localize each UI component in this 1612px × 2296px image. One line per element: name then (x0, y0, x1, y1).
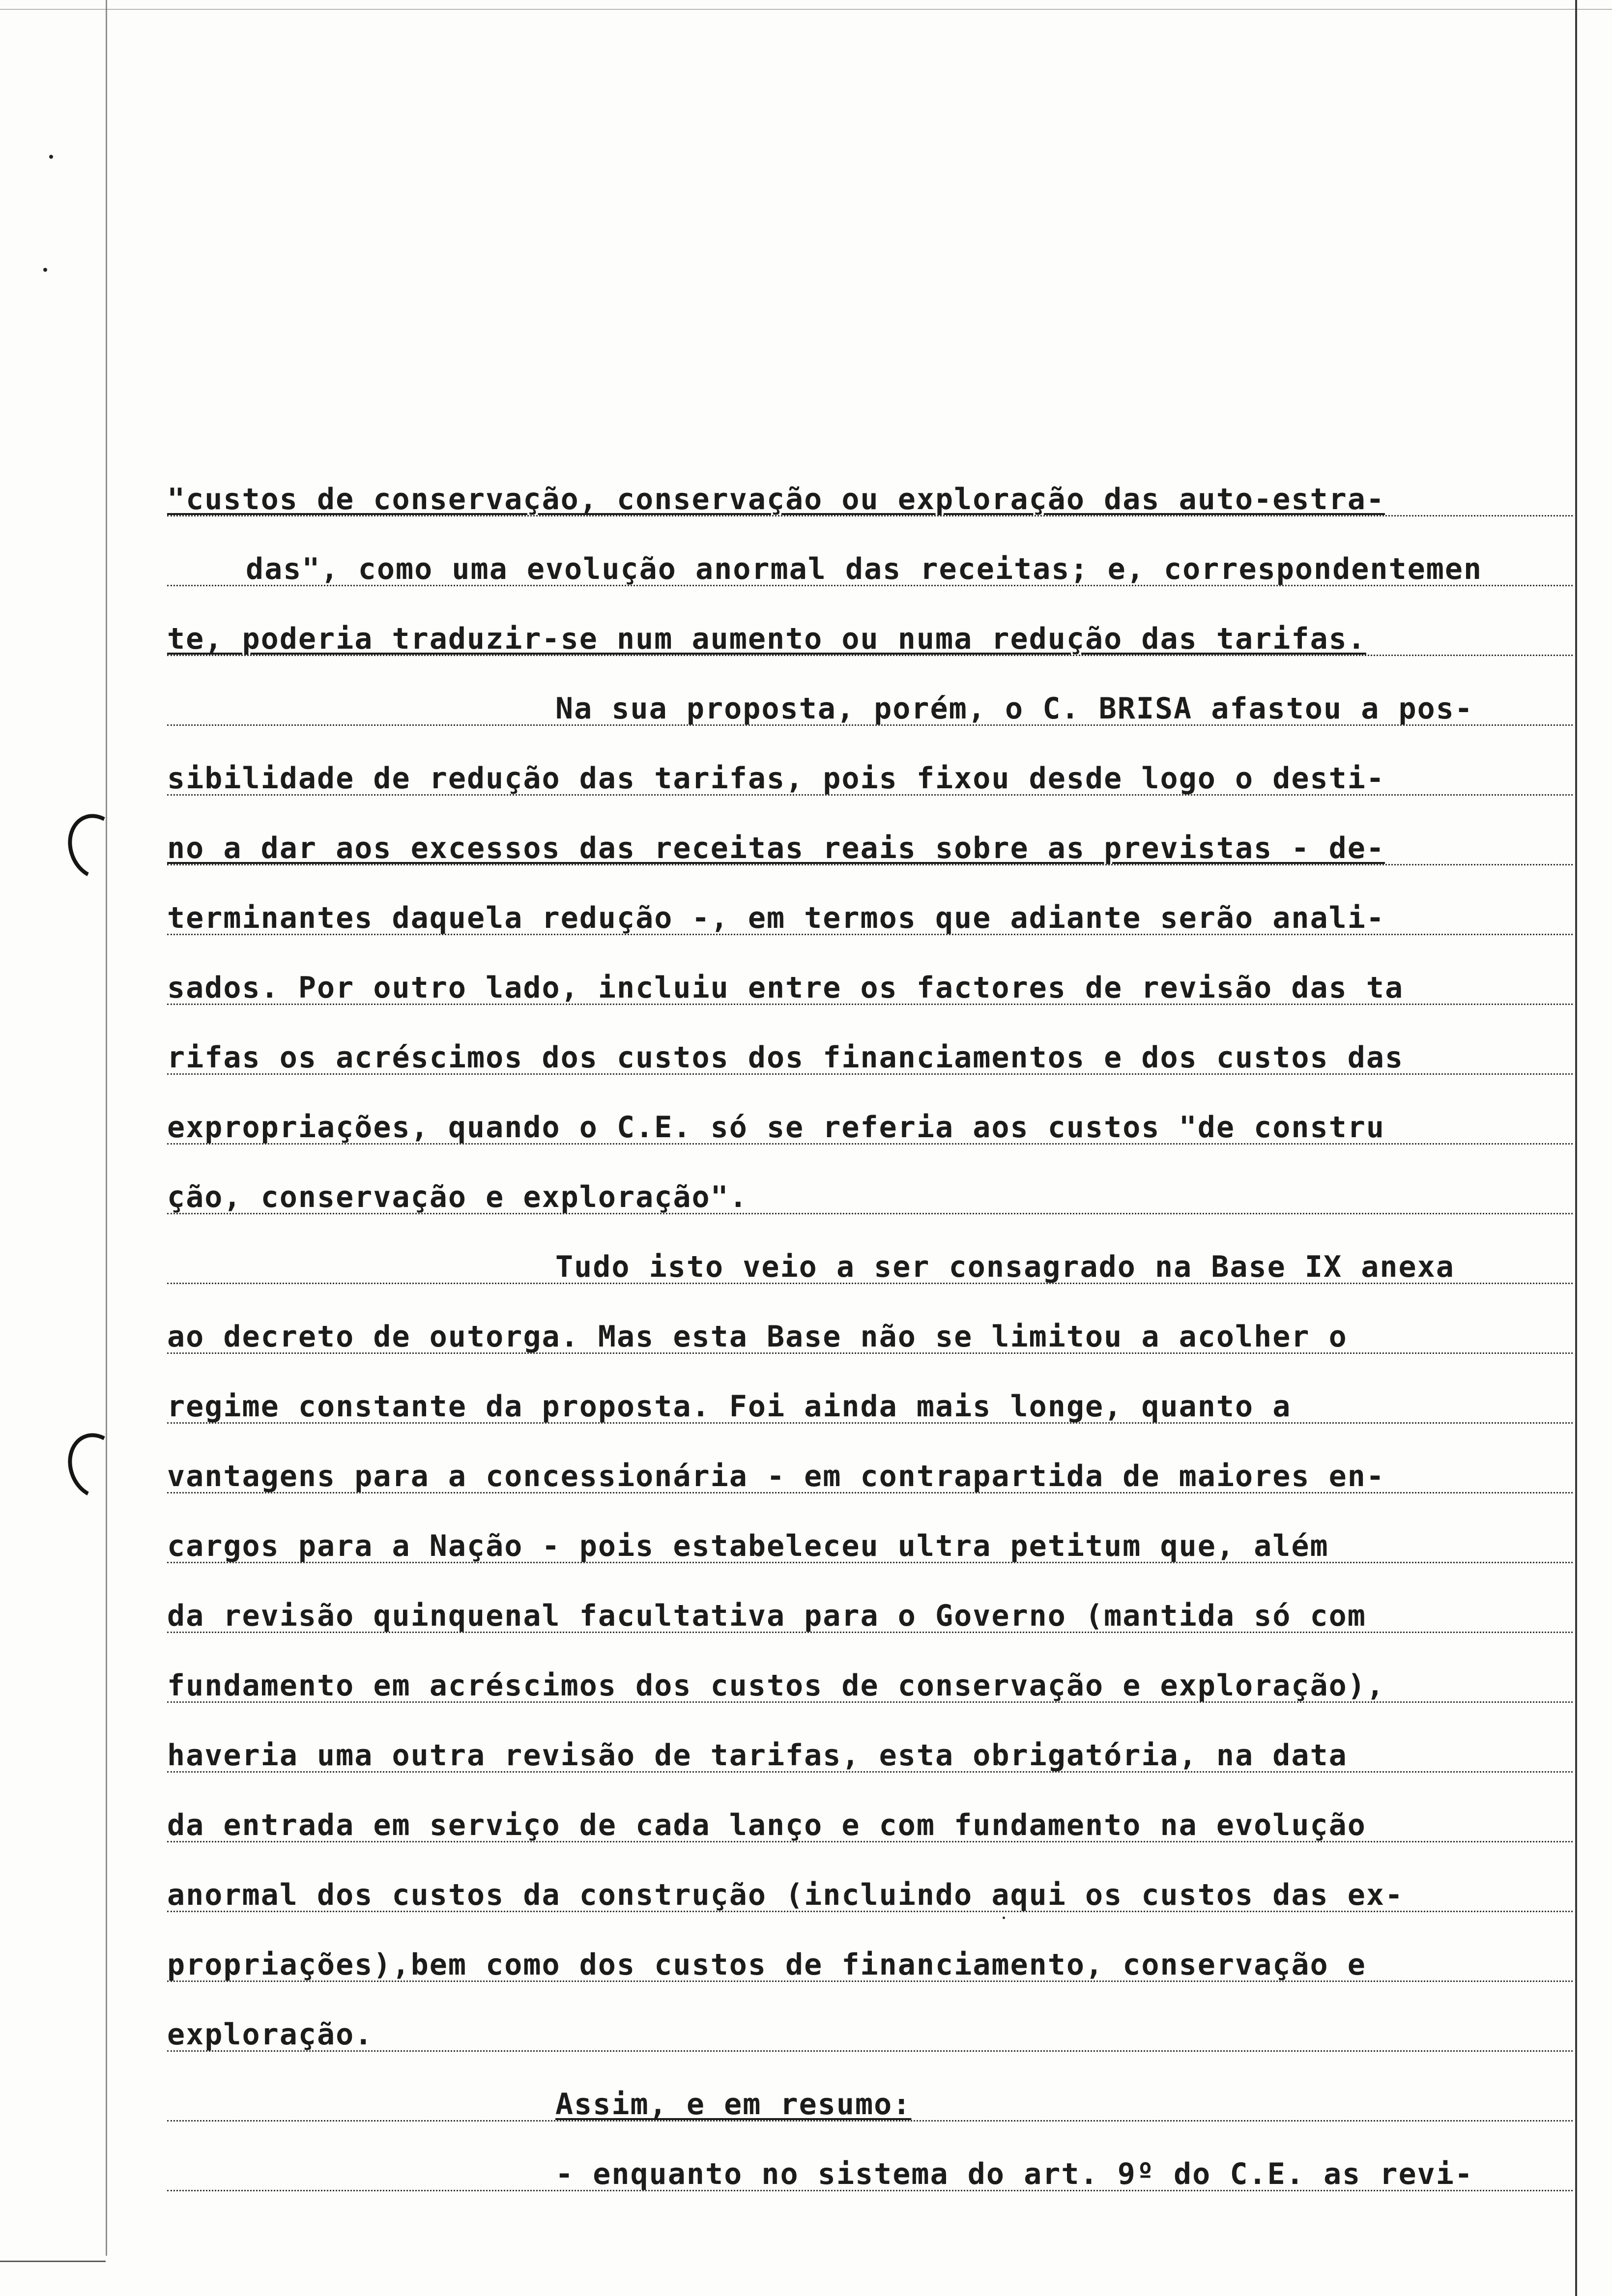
page-top-edge (0, 9, 1612, 10)
text-line-18: fundamento em acréscimos dos custos de conservação e exploração), (167, 1651, 1573, 1721)
text-line-11: ção, conservação e exploração". (167, 1162, 1573, 1232)
typed-text-body (167, 464, 1573, 2209)
text-line-23: exploração. (167, 2000, 1573, 2069)
punch-hole-lower-mark (59, 1425, 133, 1507)
text-line-7: terminantes daquela redução -, em termos que adiante serão anali- (167, 883, 1573, 953)
text-line-13: ao decreto de outorga. Mas esta Base não se limitou a acolher o (167, 1302, 1573, 1372)
text-line-12: Tudo isto veio a ser consagrado na Base IX anexa (167, 1232, 1573, 1302)
bottom-left-rule (0, 2261, 106, 2262)
text-line-19: haveria uma outra revisão de tarifas, esta obrigatória, na data (167, 1721, 1573, 1790)
paper-speck (43, 268, 47, 272)
text-line-24: Assim, e em resumo: (167, 2069, 1573, 2139)
text-line-15: vantagens para a concessionária - em contrapartida de maiores en- (167, 1441, 1573, 1511)
text-line-6: no a dar aos excessos das receitas reais sobre as previstas - de- (167, 813, 1573, 883)
text-line-14: regime constante da proposta. Foi ainda mais longe, quanto a (167, 1372, 1573, 1441)
text-line-8: sados. Por outro lado, incluiu entre os factores de revisão das ta (167, 953, 1573, 1023)
text-line-9: rifas os acréscimos dos custos dos financiamentos e dos custos das (167, 1023, 1573, 1092)
text-line-22: propriações),bem como dos custos de financiamento, conservação e (167, 1930, 1573, 2000)
paper-speck (49, 155, 53, 159)
text-line-3: te, poderia traduzir-se num aumento ou numa redução das tarifas. (167, 604, 1573, 674)
text-line-21: anormal dos custos da construção (incluindo aqui os custos das ex- (167, 1860, 1573, 1930)
text-line-16: cargos para a Nação - pois estabeleceu ultra petitum que, além (167, 1511, 1573, 1581)
text-line-10: expropriações, quando o C.E. só se referia aos custos "de constru (167, 1092, 1573, 1162)
right-margin-rule (1575, 0, 1577, 2296)
text-line-5: sibilidade de redução das tarifas, pois fixou desde logo o desti- (167, 744, 1573, 813)
text-line-2: das", como uma evolução anormal das receitas; e, correspondentemen (167, 534, 1573, 604)
text-line-25: - enquanto no sistema do art. 9º do C.E. as revi- (167, 2139, 1573, 2209)
text-line-4: Na sua proposta, porém, o C. BRISA afastou a pos- (167, 674, 1573, 744)
punch-hole-upper-mark (59, 806, 133, 888)
left-margin-rule (106, 0, 107, 2256)
text-line-20: da entrada em serviço de cada lanço e com fundamento na evolução (167, 1790, 1573, 1860)
text-line-1: "custos de conservação, conservação ou exploração das auto-estra- (167, 464, 1573, 534)
text-line-17: da revisão quinquenal facultativa para o Governo (mantida só com (167, 1581, 1573, 1651)
